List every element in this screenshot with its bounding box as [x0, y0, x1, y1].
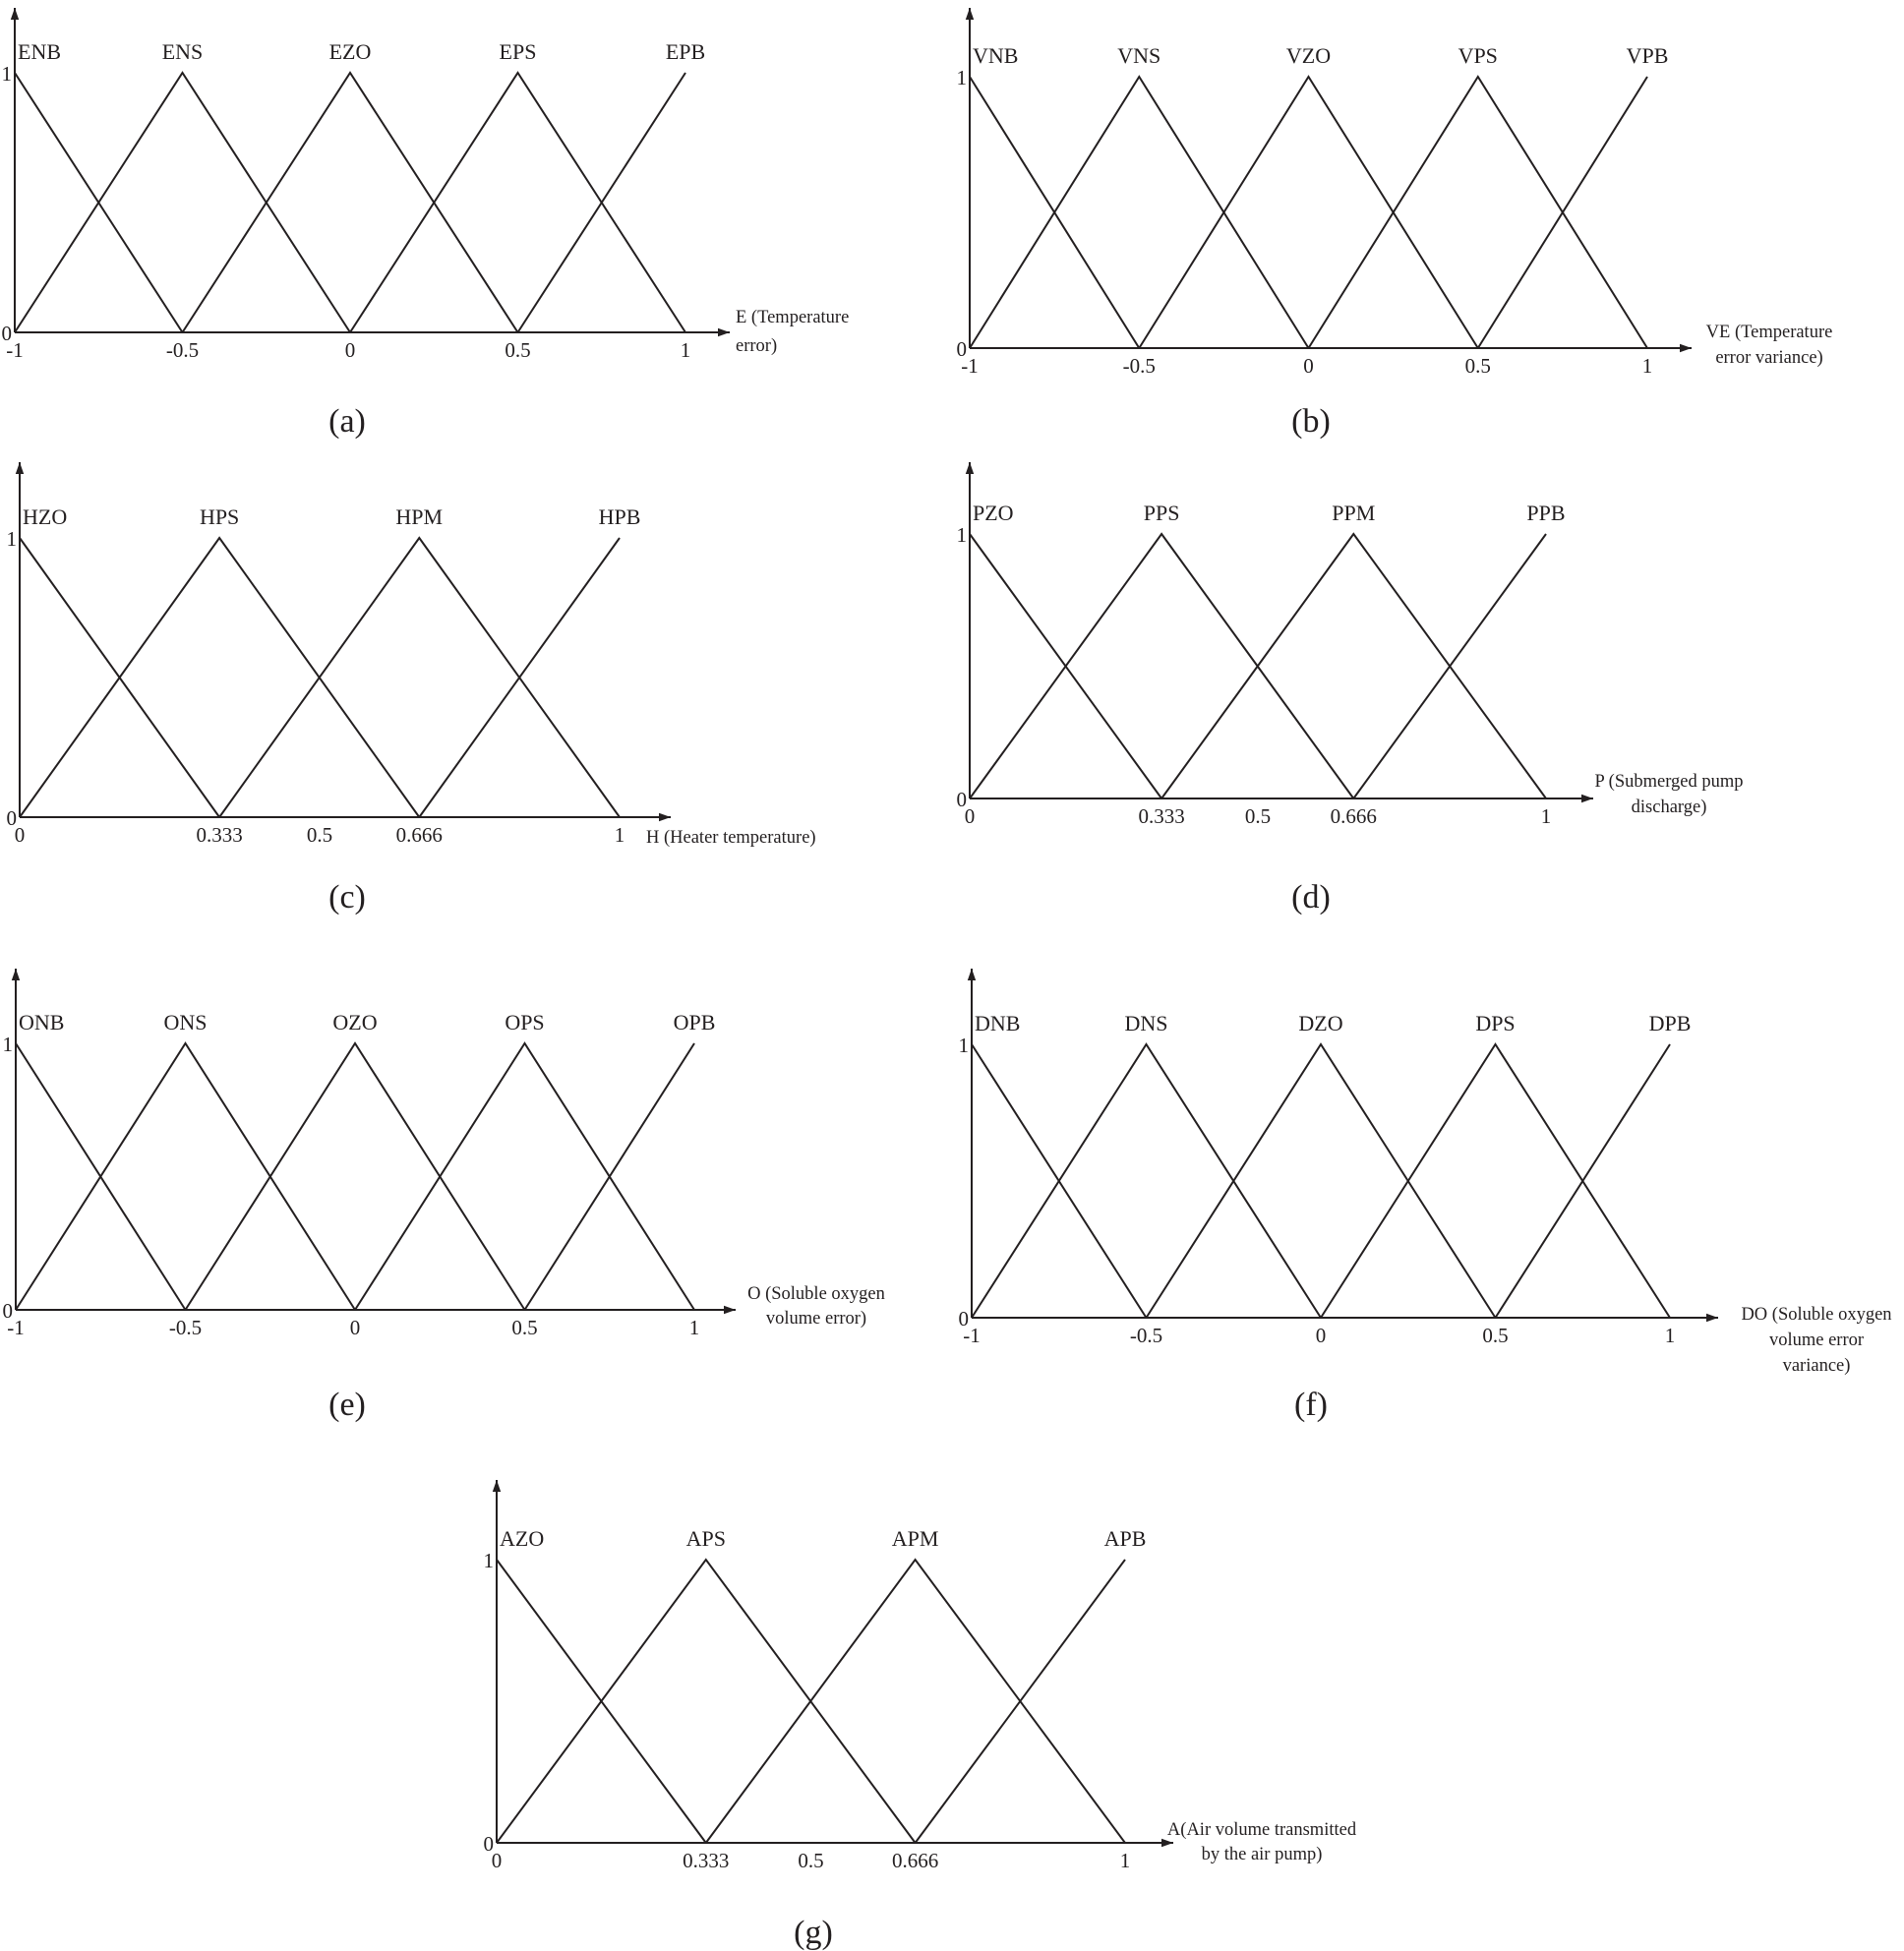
- y-tick-label-g-0: 0: [483, 1832, 494, 1856]
- x-tick-label-g: 0.333: [683, 1849, 730, 1872]
- x-tick-label-d: 0: [964, 804, 976, 828]
- y-tick-label-f-0: 0: [958, 1307, 969, 1330]
- chart-panel-f: [959, 969, 1892, 1423]
- x-tick-label-f: 0.5: [1482, 1324, 1509, 1347]
- membership-line-dns: [972, 1044, 1321, 1318]
- y-tick-label-a-1: 1: [1, 62, 12, 86]
- x-tick-label-a: 0.5: [505, 338, 531, 362]
- y-tick-label-g-1: 1: [483, 1549, 494, 1572]
- x-tick-label-f: 1: [1664, 1324, 1676, 1347]
- term-label-ppb: PPB: [1526, 501, 1566, 525]
- term-label-ops: OPS: [505, 1010, 545, 1035]
- x-axis-title-c: H (Heater temperature): [646, 828, 816, 848]
- term-label-azo: AZO: [500, 1526, 545, 1551]
- term-label-hpb: HPB: [598, 504, 641, 529]
- x-tick-label-a: -1: [6, 338, 24, 362]
- term-label-dzo: DZO: [1298, 1011, 1343, 1035]
- term-label-ezo: EZO: [328, 39, 372, 64]
- x-tick-label-d: 1: [1540, 804, 1552, 828]
- chart-panel-c: [7, 462, 816, 916]
- term-label-epb: EPB: [665, 39, 706, 64]
- membership-line-dps: [1321, 1044, 1670, 1318]
- chart-panel-g: [484, 1480, 1357, 1951]
- x-axis-title-a: E (Temperature error): [736, 308, 850, 356]
- term-label-ons: ONS: [163, 1010, 208, 1035]
- x-tick-label-b: 1: [1641, 354, 1653, 378]
- x-tick-label-e: 1: [688, 1316, 700, 1339]
- membership-line-apm: [706, 1560, 1125, 1843]
- chart-panel-a: [2, 8, 850, 440]
- y-tick-label-d-1: 1: [956, 523, 967, 547]
- membership-line-ens: [15, 73, 350, 332]
- y-tick-label-c-1: 1: [6, 527, 17, 551]
- term-label-hzo: HZO: [23, 504, 68, 529]
- panel-caption-b: (b): [1291, 403, 1331, 440]
- panel-caption-f: (f): [1294, 1387, 1328, 1423]
- term-label-hpm: HPM: [395, 504, 444, 529]
- y-tick-label-b-1: 1: [956, 66, 967, 89]
- membership-line-vps: [1309, 77, 1648, 348]
- membership-line-dzo: [1147, 1044, 1496, 1318]
- panel-caption-d: (d): [1291, 879, 1331, 916]
- x-tick-label-e: 0.5: [511, 1316, 538, 1339]
- term-label-eps: EPS: [499, 39, 537, 64]
- x-tick-label-f: 0: [1315, 1324, 1327, 1347]
- membership-line-ozo: [186, 1043, 525, 1310]
- term-label-dpb: DPB: [1648, 1011, 1692, 1035]
- x-tick-label-e: -0.5: [168, 1316, 203, 1339]
- panel-caption-a: (a): [328, 403, 366, 440]
- x-tick-label-g: 0.5: [798, 1849, 824, 1872]
- membership-line-ons: [16, 1043, 355, 1310]
- term-label-enb: ENB: [18, 39, 61, 64]
- y-tick-label-e-1: 1: [2, 1033, 13, 1056]
- x-tick-label-c: 0: [14, 823, 26, 847]
- y-tick-label-b-0: 0: [956, 337, 967, 361]
- x-axis-title-g: A(Air volume transmitted by the air pump): [1166, 1820, 1357, 1864]
- term-label-ppm: PPM: [1332, 501, 1376, 525]
- membership-line-ezo: [183, 73, 518, 332]
- x-tick-label-c: 0.5: [306, 823, 333, 847]
- membership-line-hpm: [219, 538, 620, 817]
- x-axis-title-d: P (Submerged pump discharge): [1594, 772, 1744, 817]
- term-label-vpb: VPB: [1626, 43, 1669, 68]
- x-tick-label-a: 1: [680, 338, 691, 362]
- x-tick-label-d: 0.5: [1244, 804, 1272, 828]
- membership-line-ppm: [1161, 534, 1546, 798]
- x-axis-title-b: VE (Temperature error variance): [1705, 323, 1833, 368]
- term-label-vns: VNS: [1117, 43, 1161, 68]
- x-tick-label-a: -0.5: [165, 338, 200, 362]
- x-tick-label-e: 0: [349, 1316, 361, 1339]
- membership-line-aps: [497, 1560, 916, 1843]
- panel-caption-g: (g): [794, 1915, 833, 1951]
- x-tick-label-d: 0.666: [1330, 804, 1377, 828]
- term-label-vzo: VZO: [1285, 43, 1332, 68]
- term-label-pzo: PZO: [973, 501, 1014, 525]
- x-tick-label-b: -1: [961, 354, 979, 378]
- x-tick-label-a: 0: [344, 338, 356, 362]
- term-label-apb: APB: [1103, 1526, 1147, 1551]
- x-tick-label-b: 0: [1303, 354, 1314, 378]
- x-tick-label-b: -0.5: [1122, 354, 1156, 378]
- chart-panel-b: [957, 8, 1833, 440]
- y-tick-label-e-0: 0: [2, 1299, 13, 1323]
- term-label-apm: APM: [891, 1526, 939, 1551]
- term-label-dns: DNS: [1124, 1011, 1168, 1035]
- term-label-onb: ONB: [19, 1010, 65, 1035]
- x-tick-label-c: 0.333: [196, 823, 243, 847]
- x-axis-title-f: DO (Soluble oxygen volume error variance): [1741, 1305, 1892, 1376]
- x-tick-label-g: 0: [491, 1849, 503, 1872]
- term-label-vps: VPS: [1458, 43, 1498, 68]
- term-label-pps: PPS: [1143, 501, 1180, 525]
- x-tick-label-g: 0.666: [891, 1849, 939, 1872]
- panel-caption-c: (c): [328, 879, 366, 916]
- term-label-ozo: OZO: [332, 1010, 378, 1035]
- term-label-hps: HPS: [199, 504, 240, 529]
- y-tick-label-f-1: 1: [958, 1034, 969, 1057]
- x-tick-label-c: 0.666: [395, 823, 443, 847]
- membership-line-eps: [350, 73, 685, 332]
- y-tick-label-c-0: 0: [6, 806, 17, 830]
- term-label-aps: APS: [685, 1526, 726, 1551]
- panel-caption-e: (e): [328, 1387, 366, 1423]
- term-label-ens: ENS: [161, 39, 204, 64]
- term-label-vnb: VNB: [973, 43, 1019, 68]
- membership-line-ops: [355, 1043, 694, 1310]
- x-tick-label-e: -1: [7, 1316, 25, 1339]
- x-axis-title-e: O (Soluble oxygen volume error): [747, 1284, 885, 1329]
- membership-line-pps: [970, 534, 1353, 798]
- membership-line-hps: [20, 538, 419, 817]
- membership-line-vzo: [1139, 77, 1478, 348]
- term-label-dnb: DNB: [975, 1011, 1021, 1035]
- x-tick-label-c: 1: [614, 823, 625, 847]
- term-label-dps: DPS: [1475, 1011, 1516, 1035]
- chart-panel-d: [957, 462, 1744, 916]
- x-tick-label-f: -0.5: [1129, 1324, 1163, 1347]
- x-tick-label-f: -1: [963, 1324, 981, 1347]
- x-tick-label-d: 0.333: [1138, 804, 1185, 828]
- term-label-opb: OPB: [673, 1010, 716, 1035]
- membership-line-vns: [970, 77, 1309, 348]
- y-tick-label-d-0: 0: [956, 788, 967, 811]
- chart-panel-e: [3, 969, 885, 1423]
- y-tick-label-a-0: 0: [1, 322, 12, 345]
- x-tick-label-g: 1: [1119, 1849, 1131, 1872]
- x-tick-label-b: 0.5: [1464, 354, 1491, 378]
